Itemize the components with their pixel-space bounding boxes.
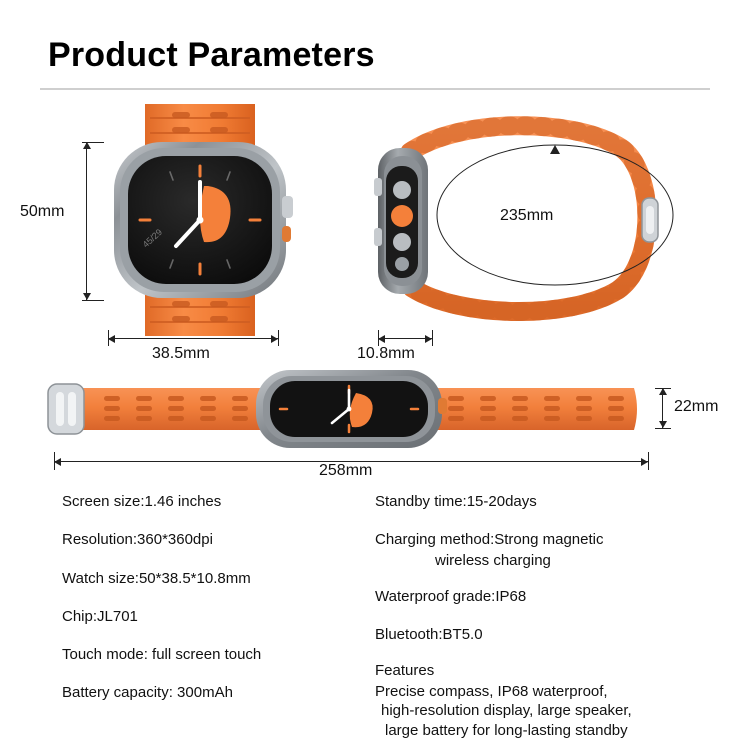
length-label: 258mm — [313, 462, 378, 480]
length-arrow-right — [641, 458, 648, 466]
spec-battery-capacity: Battery capacity: 300mAh — [62, 684, 233, 702]
thickness-label: 10.8mm — [357, 345, 415, 362]
spec-charging-method — [375, 530, 720, 571]
band-width-tick-top — [655, 388, 671, 389]
band-width-arrow-top — [659, 388, 667, 395]
thickness-arrow-right — [425, 335, 432, 343]
front-width-label: 38.5mm — [152, 345, 210, 362]
band-width-arrow-bottom — [659, 421, 667, 428]
front-height-label: 50mm — [20, 203, 65, 220]
band-width-tick-bottom — [655, 428, 671, 429]
front-width-dimension-line — [108, 338, 278, 339]
front-height-arrow-bottom — [83, 293, 91, 300]
spec-features-line1: Precise compass, IP68 waterproof, — [375, 682, 608, 700]
front-height-dimension-line — [86, 142, 87, 300]
strap-loop-label: 235mm — [500, 207, 554, 224]
spec-charging-line2: wireless charging — [435, 551, 551, 569]
spec-features-line3: large battery for long-lasting standby — [385, 721, 628, 739]
page-title: Product Parameters — [48, 36, 375, 74]
front-width-arrow-left — [108, 335, 115, 343]
watch-front-view — [100, 100, 300, 340]
spec-features-line2: high-resolution display, large speaker, — [381, 702, 632, 719]
length-tick-right — [648, 452, 649, 470]
spec-screen-size: Screen size:1.46 inches — [62, 493, 222, 510]
strap-loop-dimension — [430, 140, 680, 290]
svg-text:45/29: 45/29 — [140, 226, 165, 250]
specs-right-column — [375, 492, 720, 740]
front-width-tick-right — [278, 330, 279, 346]
spec-features-body — [375, 682, 720, 741]
thickness-tick-left — [378, 330, 379, 346]
length-tick-left — [54, 452, 55, 470]
length-arrow-left — [54, 458, 61, 466]
front-height-tick-top — [82, 142, 104, 143]
front-width-arrow-right — [271, 335, 278, 343]
specs-left-column — [62, 492, 382, 704]
band-width-label: 22mm — [674, 398, 719, 415]
thickness-tick-right — [432, 330, 433, 346]
spec-chip: Chip:JL701 — [62, 607, 138, 625]
spec-features-title: Features — [375, 662, 435, 680]
thickness-dimension-line — [378, 338, 432, 339]
title-divider — [40, 88, 710, 90]
spec-touch-mode: Touch mode: full screen touch — [62, 646, 262, 663]
spec-watch-size: Watch size:50*38.5*10.8mm — [62, 569, 251, 587]
specs-section — [0, 492, 750, 739]
spec-standby-time: Standby time:15-20days — [375, 493, 537, 510]
front-width-tick-left — [108, 330, 109, 346]
spec-bluetooth: Bluetooth:BT5.0 — [375, 626, 483, 643]
spec-waterproof-grade: Waterproof grade:IP68 — [375, 587, 527, 605]
spec-charging-line1: Charging method:Strong magnetic — [375, 531, 604, 549]
front-height-tick-bottom — [82, 300, 104, 301]
spec-resolution: Resolution:360*360dpi — [62, 531, 213, 549]
watch-flat-view — [44, 366, 659, 451]
front-height-arrow-top — [83, 142, 91, 149]
thickness-arrow-left — [378, 335, 385, 343]
